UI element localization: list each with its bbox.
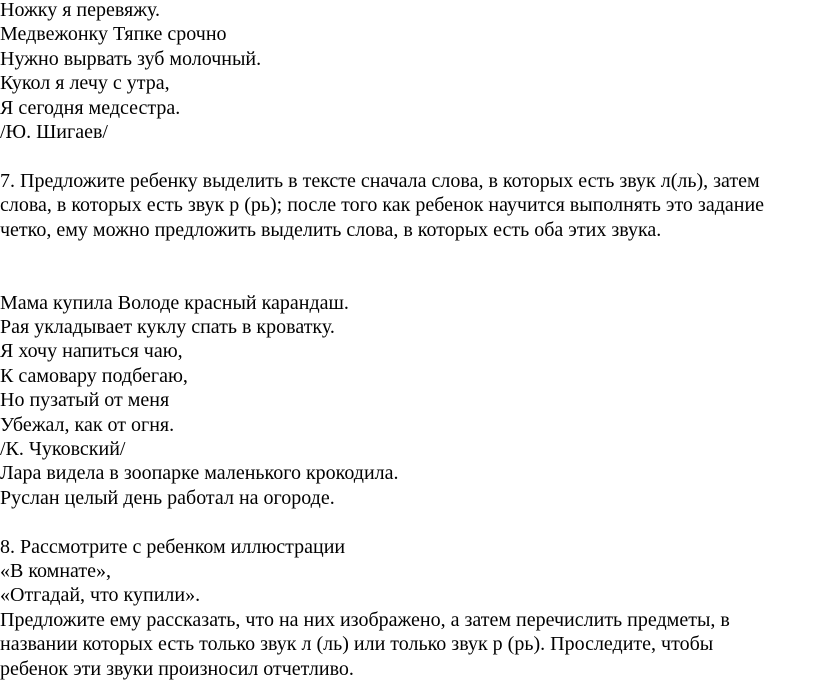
poem-line: Я сегодня медсестра. (0, 96, 181, 119)
poem-line: Нужно вырвать зуб молочный. (0, 47, 262, 70)
poem-shigaev (0, 0, 812, 144)
paragraph-line: «В комнате», (0, 559, 111, 582)
paragraph-line: четко, ему можно предложить выделить слова, в которых есть оба этих звука. (0, 218, 662, 241)
paragraph-line: ребенок эти звуки произносил отчетливо. (0, 657, 354, 680)
exercise-sentence: Рая укладывает куклу спать в кроватку. (0, 316, 335, 339)
paragraph-line: «Отгадай, что купили». (0, 584, 201, 607)
exercise-sentence: Лара видела в зоопарке маленького крокодила. (0, 462, 399, 485)
task-8-paragraph (0, 535, 812, 681)
paragraph-line: названии которых есть только звук л (ль) или только звук р (рь). Проследите, чтобы (0, 633, 714, 656)
paragraph-line: Предложите ему рассказать, что на них изображено, а затем перечислить предметы, в (0, 608, 730, 631)
paragraph-line: слова, в которых есть звук р (рь); после того как ребенок научится выполнять это задание (0, 194, 765, 217)
exercise-sentence: Руслан целый день работал на огороде. (0, 486, 335, 509)
exercise-text (0, 291, 812, 511)
poem-author: /Ю. Шигаев/ (0, 120, 108, 143)
paragraph-line: 7. Предложите ребенку выделить в тексте сначала слова, в которых есть звук л(ль), затем (0, 169, 760, 192)
paragraph-spacer (0, 510, 812, 534)
paragraph-spacer (0, 242, 812, 266)
paragraph-line: 8. Рассмотрите с ребенком иллюстрации (0, 535, 346, 558)
paragraph-spacer (0, 266, 812, 290)
poem-line: Но пузатый от меня (0, 389, 170, 412)
poem-line: Кукол я лечу с утра, (0, 72, 170, 95)
poem-line: Ножку я перевяжу. (0, 0, 161, 21)
poem-line: К самовару подбегаю, (0, 364, 188, 387)
poem-author: /К. Чуковский/ (0, 438, 126, 461)
poem-line: Я хочу напиться чаю, (0, 340, 183, 363)
task-7-paragraph (0, 169, 812, 242)
exercise-sentence: Мама купила Володе красный карандаш. (0, 291, 349, 314)
paragraph-spacer (0, 144, 812, 168)
poem-line: Медвежонку Тяпке срочно (0, 23, 227, 46)
poem-line: Убежал, как от огня. (0, 413, 175, 436)
